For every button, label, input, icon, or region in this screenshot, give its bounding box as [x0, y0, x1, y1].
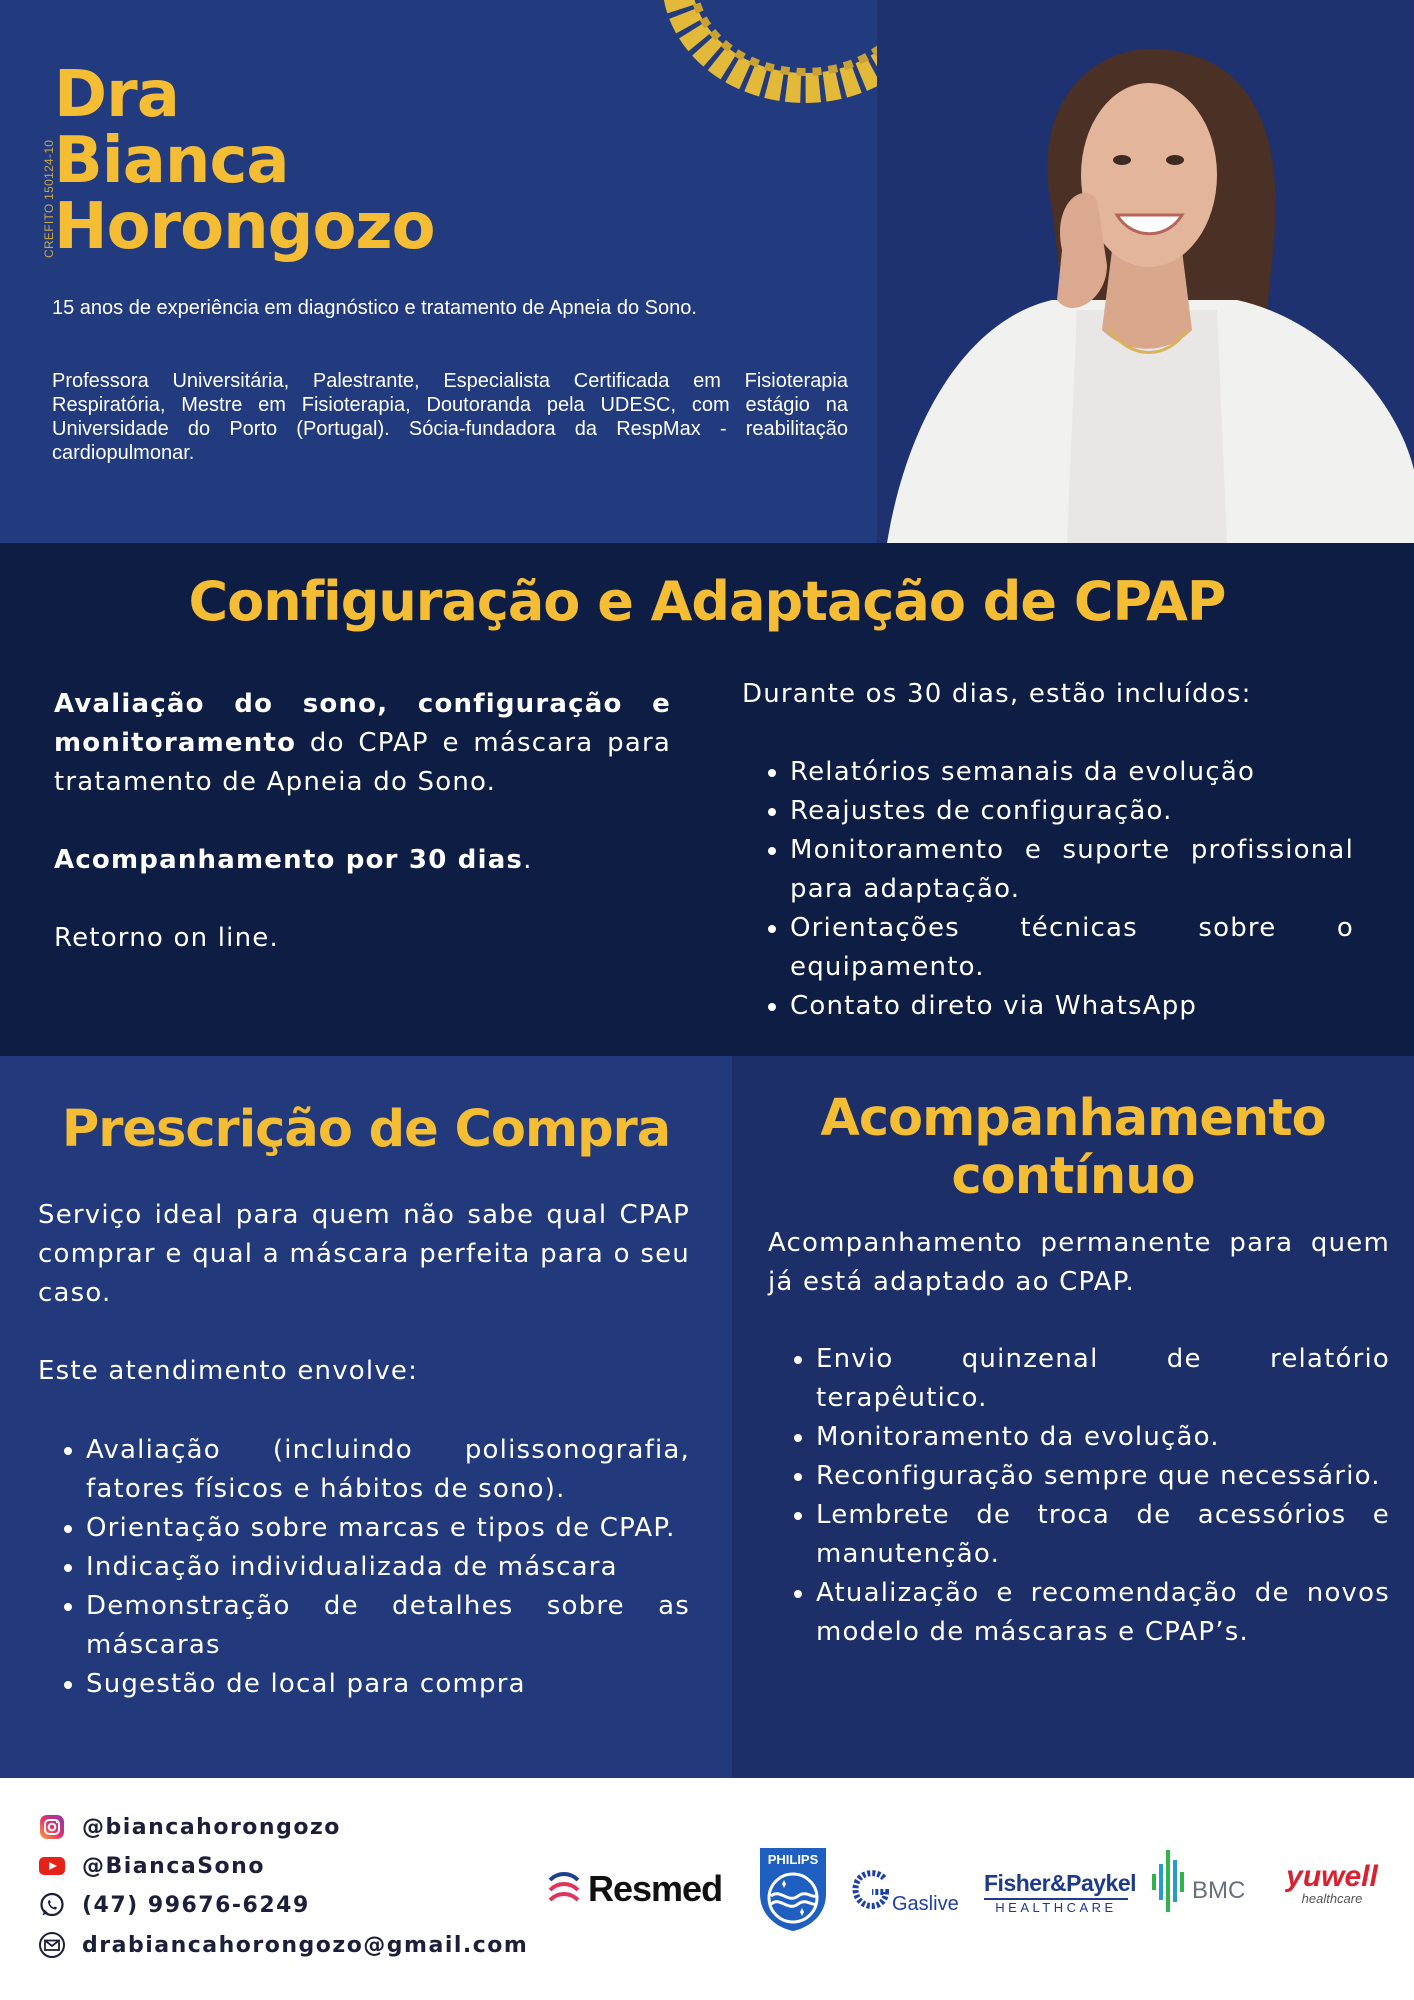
whatsapp-contact[interactable] [38, 1890, 310, 1920]
list-item: • Monitoramento da evolução. [816, 1418, 1390, 1457]
resmed-logo [548, 1864, 722, 1914]
list-item: • Reajustes de configuração. [790, 792, 1354, 831]
list-item: • Indicação individualizada de máscara [86, 1548, 690, 1587]
cpap-included-list [742, 753, 1354, 1026]
cpap-p1-bold: Avaliação do sono, configuração e monitoramento [54, 689, 671, 758]
list-item: • Sugestão de local para compra [86, 1665, 690, 1704]
email-contact[interactable] [38, 1930, 528, 1960]
fisher-paykel-logo [984, 1870, 1137, 1915]
list-item: • Reconfiguração sempre que necessário. [816, 1457, 1390, 1496]
gaslive-logo [852, 1860, 959, 1920]
bio-credentials: Professora Universitária, Palestrante, Especialista Certificada em Fisioterapia Respiratória, Mestre em Fisioterapia, Doutoranda pela UDESC, com estágio na Universidade do Porto (Portugal). Sócia-fundadora da RespMax - reabilitação cardiopulmonar. [52, 370, 848, 464]
cpap-p1-rest: do CPAP e máscara para tratamento de Apneia do Sono. [54, 728, 671, 797]
youtube-icon [38, 1852, 66, 1880]
list-item: • Avaliação (incluindo polissonografia, fatores físicos e hábitos de sono). [86, 1431, 690, 1509]
name-line-2: Bianca [54, 124, 289, 198]
instagram-icon [38, 1813, 66, 1841]
cpap-paragraph-3: Retorno on line. [54, 923, 279, 953]
prescricao-paragraph-2: Este atendimento envolve: [38, 1356, 419, 1386]
cpap-p2-bold: Acompanhamento por 30 dias [54, 845, 524, 875]
name-line-3: Horongozo [54, 190, 435, 264]
bmc-wordmark: BMC [1192, 1877, 1246, 1904]
doctor-portrait-photo [877, 0, 1414, 543]
fisher-paykel-wordmark: Fisher&Paykel [984, 1870, 1137, 1896]
cpap-description [54, 685, 671, 958]
prescricao-title: Prescrição de Compra [61, 1100, 671, 1159]
list-item: • Orientações técnicas sobre o equipamento. [790, 909, 1354, 987]
resmed-wave-icon [548, 1870, 580, 1908]
list-item: • Demonstração de detalhes sobre as máscaras [86, 1587, 690, 1665]
list-item: • Atualização e recomendação de novos modelo de máscaras e CPAP’s. [816, 1574, 1390, 1652]
email-address: drabiancahorongozo@gmail.com [82, 1932, 529, 1958]
philips-wordmark: PHILIPS [767, 1852, 819, 1867]
bmc-logo [1150, 1846, 1245, 1916]
yuwell-wordmark: yuwell [1286, 1860, 1378, 1893]
yuwell-logo [1280, 1862, 1384, 1906]
cpap-p2-rest: . [523, 845, 533, 875]
philips-logo [758, 1846, 828, 1932]
cpap-section-title: Configuração e Adaptação de CPAP [188, 570, 1226, 633]
yuwell-subtitle: healthcare [1301, 1891, 1363, 1906]
acompanhamento-list [768, 1340, 1390, 1652]
list-item: • Orientação sobre marcas e tipos de CPAP. [86, 1509, 690, 1548]
bmc-bars-icon [1150, 1846, 1190, 1916]
bio-experience: 15 anos de experiência em diagnóstico e tratamento de Apneia do Sono. [52, 297, 697, 319]
instagram-contact[interactable] [38, 1812, 341, 1842]
list-item: • Relatórios semanais da evolução [790, 753, 1354, 792]
youtube-contact[interactable] [38, 1851, 265, 1881]
list-item: • Monitoramento e suporte profissional para adaptação. [790, 831, 1354, 909]
list-item: • Lembrete de troca de acessórios e manutenção. [816, 1496, 1390, 1574]
cpap-paragraph-1 [54, 685, 671, 802]
acompanhamento-title-line-2: contínuo [951, 1147, 1195, 1206]
gaslive-wordmark: Gaslive [892, 1892, 959, 1915]
list-item: • Contato direto via WhatsApp [790, 987, 1354, 1026]
instagram-handle: @biancahorongozo [82, 1814, 341, 1840]
name-line-1: Dra [54, 58, 179, 132]
doctor-name [54, 58, 574, 264]
prescricao-paragraph-1: Serviço ideal para quem não sabe qual CPAP comprar e qual a máscara perfeita para o seu caso. [38, 1200, 690, 1308]
crefito-registration: CREFITO 150124-10 [42, 139, 56, 258]
cpap-paragraph-2 [54, 841, 671, 880]
fisher-paykel-subtitle: HEALTHCARE [984, 1898, 1128, 1915]
prescricao-list [38, 1431, 690, 1704]
prescricao-description [38, 1196, 690, 1391]
gaslive-mark-icon [852, 1870, 890, 1910]
list-item: • Envio quinzenal de relatório terapêutico. [816, 1340, 1390, 1418]
acompanhamento-title-line-1: Acompanhamento [820, 1089, 1326, 1148]
resmed-wordmark: Resmed [588, 1868, 723, 1909]
email-icon [38, 1931, 66, 1959]
acompanhamento-title [732, 1090, 1414, 1206]
cpap-included-intro: Durante os 30 dias, estão incluídos: [742, 679, 1252, 709]
whatsapp-number: (47) 99676-6249 [82, 1892, 310, 1918]
whatsapp-icon [38, 1891, 66, 1919]
acompanhamento-description: Acompanhamento permanente para quem já está adaptado ao CPAP. [768, 1228, 1390, 1297]
youtube-handle: @BiancaSono [82, 1853, 265, 1879]
